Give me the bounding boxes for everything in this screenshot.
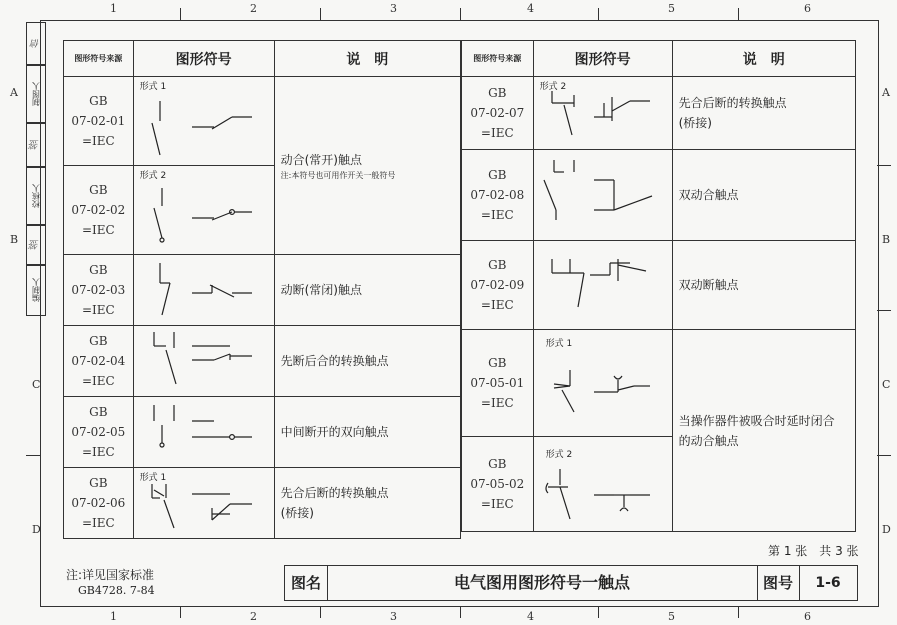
iec-label: =IEC — [81, 374, 115, 388]
header-source-text: 图形符号来源 — [74, 54, 123, 63]
desc-text: 动合(常开)触点 — [280, 152, 362, 167]
symbol-cell — [533, 150, 672, 241]
desc-cell: 双动合触点 — [672, 150, 855, 241]
row-letter-b-right: B — [882, 233, 891, 246]
desc-cell: 动断(常闭)触点 — [274, 255, 460, 326]
gb-label: GB — [89, 94, 108, 108]
source-cell — [462, 241, 534, 330]
title-block — [284, 565, 858, 601]
code-label: 07-05-01 — [470, 376, 525, 390]
symbol-cell — [533, 437, 672, 532]
tick — [320, 606, 321, 618]
desc-cell — [274, 468, 460, 539]
form-label: 形式 1 — [139, 473, 167, 483]
table-header-row — [64, 41, 461, 77]
tick — [460, 606, 461, 618]
col-num-3: 3 — [390, 2, 397, 15]
symbol-cell — [133, 326, 274, 397]
table-row — [64, 77, 461, 166]
symbol-cell — [133, 166, 274, 255]
drawing-number: 1-6 — [815, 575, 841, 591]
tick — [598, 8, 599, 20]
desc-note: 注:本符号也可用作开关一般符号 — [280, 170, 396, 180]
gb-label: GB — [89, 405, 108, 419]
gb-label: GB — [89, 263, 108, 277]
tick — [598, 606, 599, 618]
sidebar-label-checker — [26, 166, 46, 226]
signature-box-2: 签 — [26, 122, 46, 168]
tick — [877, 310, 891, 311]
code-label: 07-02-08 — [470, 188, 525, 202]
gb-label: GB — [488, 168, 507, 182]
col-num-5-bottom: 5 — [668, 610, 675, 623]
gb-label: GB — [89, 476, 108, 490]
symbol-cell — [133, 468, 274, 539]
form-label: 形式 2 — [139, 171, 167, 181]
col-num-1-bottom: 1 — [110, 610, 117, 623]
row-letter-c: C — [32, 378, 41, 391]
iec-label: =IEC — [81, 516, 115, 530]
sidebar-label: 编制人 — [31, 278, 41, 302]
header-symbol: 图形符号 — [133, 41, 274, 77]
row-letter-a: A — [10, 86, 18, 99]
table-row — [64, 397, 461, 468]
desc-text-2: (桥接) — [678, 116, 712, 130]
footer-note-1: 注:详见国家标准 — [66, 568, 155, 582]
header-source-text: 图形符号来源 — [473, 54, 522, 63]
sidebar-label: 校核人 — [31, 184, 41, 208]
drawing-title: 电气图用图形符号一触点 — [327, 566, 758, 600]
tick — [738, 606, 739, 618]
source-cell — [64, 166, 134, 255]
tick — [877, 455, 891, 456]
row-letter-c-right: C — [882, 378, 891, 391]
source-cell — [64, 468, 134, 539]
code-label: 07-02-06 — [71, 496, 126, 510]
source-cell — [462, 330, 534, 437]
table-row — [64, 255, 461, 326]
break-contact-symbol — [134, 255, 274, 325]
desc-text-2: (桥接) — [280, 506, 314, 520]
source-cell — [64, 326, 134, 397]
symbol-cell — [133, 255, 274, 326]
table-row — [462, 77, 856, 150]
table-row — [462, 330, 856, 437]
desc-text: 先合后断的转换触点 — [678, 96, 787, 110]
two-way-contact-symbol — [134, 397, 274, 467]
code-label: 07-02-02 — [71, 203, 126, 217]
code-label: 07-05-02 — [470, 477, 525, 491]
source-cell — [462, 150, 534, 241]
iec-label: =IEC — [480, 396, 514, 410]
signature-box-3: 签 — [26, 224, 46, 266]
tick — [180, 606, 181, 618]
sidebar-label: 制图人 — [31, 82, 41, 106]
desc-cell: 双动断触点 — [672, 241, 855, 330]
form-label: 形式 1 — [545, 339, 573, 349]
title-label: 图名 — [285, 566, 328, 600]
form-label: 形式 1 — [139, 82, 167, 92]
table-row — [462, 241, 856, 330]
col-num-1: 1 — [110, 2, 117, 15]
desc-cell: 先断后合的转换触点 — [274, 326, 460, 397]
table-row — [64, 326, 461, 397]
desc-text: 当操作器件被吸合时延时闭合 — [678, 413, 835, 428]
iec-label: =IEC — [480, 497, 514, 511]
source-cell — [64, 77, 134, 166]
iec-label: =IEC — [480, 208, 514, 222]
source-cell — [64, 397, 134, 468]
desc-cell-merged — [274, 77, 460, 255]
code-label: 07-02-05 — [71, 425, 126, 439]
changeover-contact-symbol — [134, 326, 274, 396]
header-desc: 说 明 — [274, 41, 460, 77]
sidebar-label-compiler — [26, 264, 46, 316]
col-num-5: 5 — [668, 2, 675, 15]
tick — [738, 8, 739, 20]
header-desc: 说 明 — [672, 41, 855, 77]
symbol-cell — [533, 77, 672, 150]
symbol-cell — [133, 77, 274, 166]
code-label: 07-02-04 — [71, 354, 126, 368]
double-break-contact-symbol — [534, 241, 672, 329]
symbol-cell — [533, 241, 672, 330]
tick — [460, 8, 461, 20]
col-num-4: 4 — [527, 2, 534, 15]
desc-cell-merged — [672, 330, 855, 532]
row-letter-d: D — [32, 523, 41, 536]
gb-label: GB — [89, 334, 108, 348]
tick — [26, 455, 40, 456]
iec-label: =IEC — [81, 223, 115, 237]
desc-cell — [672, 77, 855, 150]
col-num-3-bottom: 3 — [390, 610, 397, 623]
col-num-6: 6 — [804, 2, 811, 15]
source-cell — [64, 255, 134, 326]
desc-text: 先合后断的转换触点 — [280, 486, 389, 500]
table-row — [64, 468, 461, 539]
code-label: 07-02-07 — [470, 106, 525, 120]
col-num-2: 2 — [250, 2, 257, 15]
iec-label: =IEC — [81, 303, 115, 317]
header-source — [462, 41, 534, 77]
symbol-cell — [533, 330, 672, 437]
table-header-row — [462, 41, 856, 77]
gb-label: GB — [488, 86, 507, 100]
iec-label: =IEC — [480, 298, 514, 312]
col-num-2-bottom: 2 — [250, 610, 257, 623]
col-num-4-bottom: 4 — [527, 610, 534, 623]
form-label: 形式 2 — [539, 82, 567, 92]
page-count: 第 1 张 共 3 张 — [768, 544, 859, 558]
header-symbol: 图形符号 — [533, 41, 672, 77]
row-letter-b: B — [10, 233, 19, 246]
col-num-6-bottom: 6 — [804, 610, 811, 623]
code-label: 07-02-01 — [71, 114, 126, 128]
gb-label: GB — [488, 258, 507, 272]
double-make-contact-symbol — [534, 150, 672, 240]
row-letter-a-right: A — [882, 86, 890, 99]
desc-cell: 中间断开的双向触点 — [274, 397, 460, 468]
right-symbol-table — [461, 40, 856, 532]
gb-label: GB — [89, 183, 108, 197]
source-cell — [462, 437, 534, 532]
gb-label: GB — [488, 356, 507, 370]
tick — [320, 8, 321, 20]
footer-note-2: GB4728. 7-84 — [78, 584, 155, 597]
tick — [877, 165, 891, 166]
gb-label: GB — [488, 457, 507, 471]
symbol-cell — [133, 397, 274, 468]
code-label: 07-02-09 — [470, 278, 525, 292]
signature-box-1: 信 — [26, 22, 46, 66]
table-row — [462, 150, 856, 241]
header-source — [64, 41, 134, 77]
iec-label: =IEC — [480, 126, 514, 140]
iec-label: =IEC — [81, 445, 115, 459]
tick — [180, 8, 181, 20]
iec-label: =IEC — [81, 134, 115, 148]
left-symbol-table — [63, 40, 461, 539]
source-cell — [462, 77, 534, 150]
number-label: 图号 — [757, 566, 800, 600]
row-letter-d-right: D — [882, 523, 891, 536]
code-label: 07-02-03 — [71, 283, 126, 297]
form-label: 形式 2 — [545, 450, 573, 460]
desc-text-2: 的动合触点 — [678, 433, 739, 448]
sidebar-label-drafter — [26, 64, 46, 124]
